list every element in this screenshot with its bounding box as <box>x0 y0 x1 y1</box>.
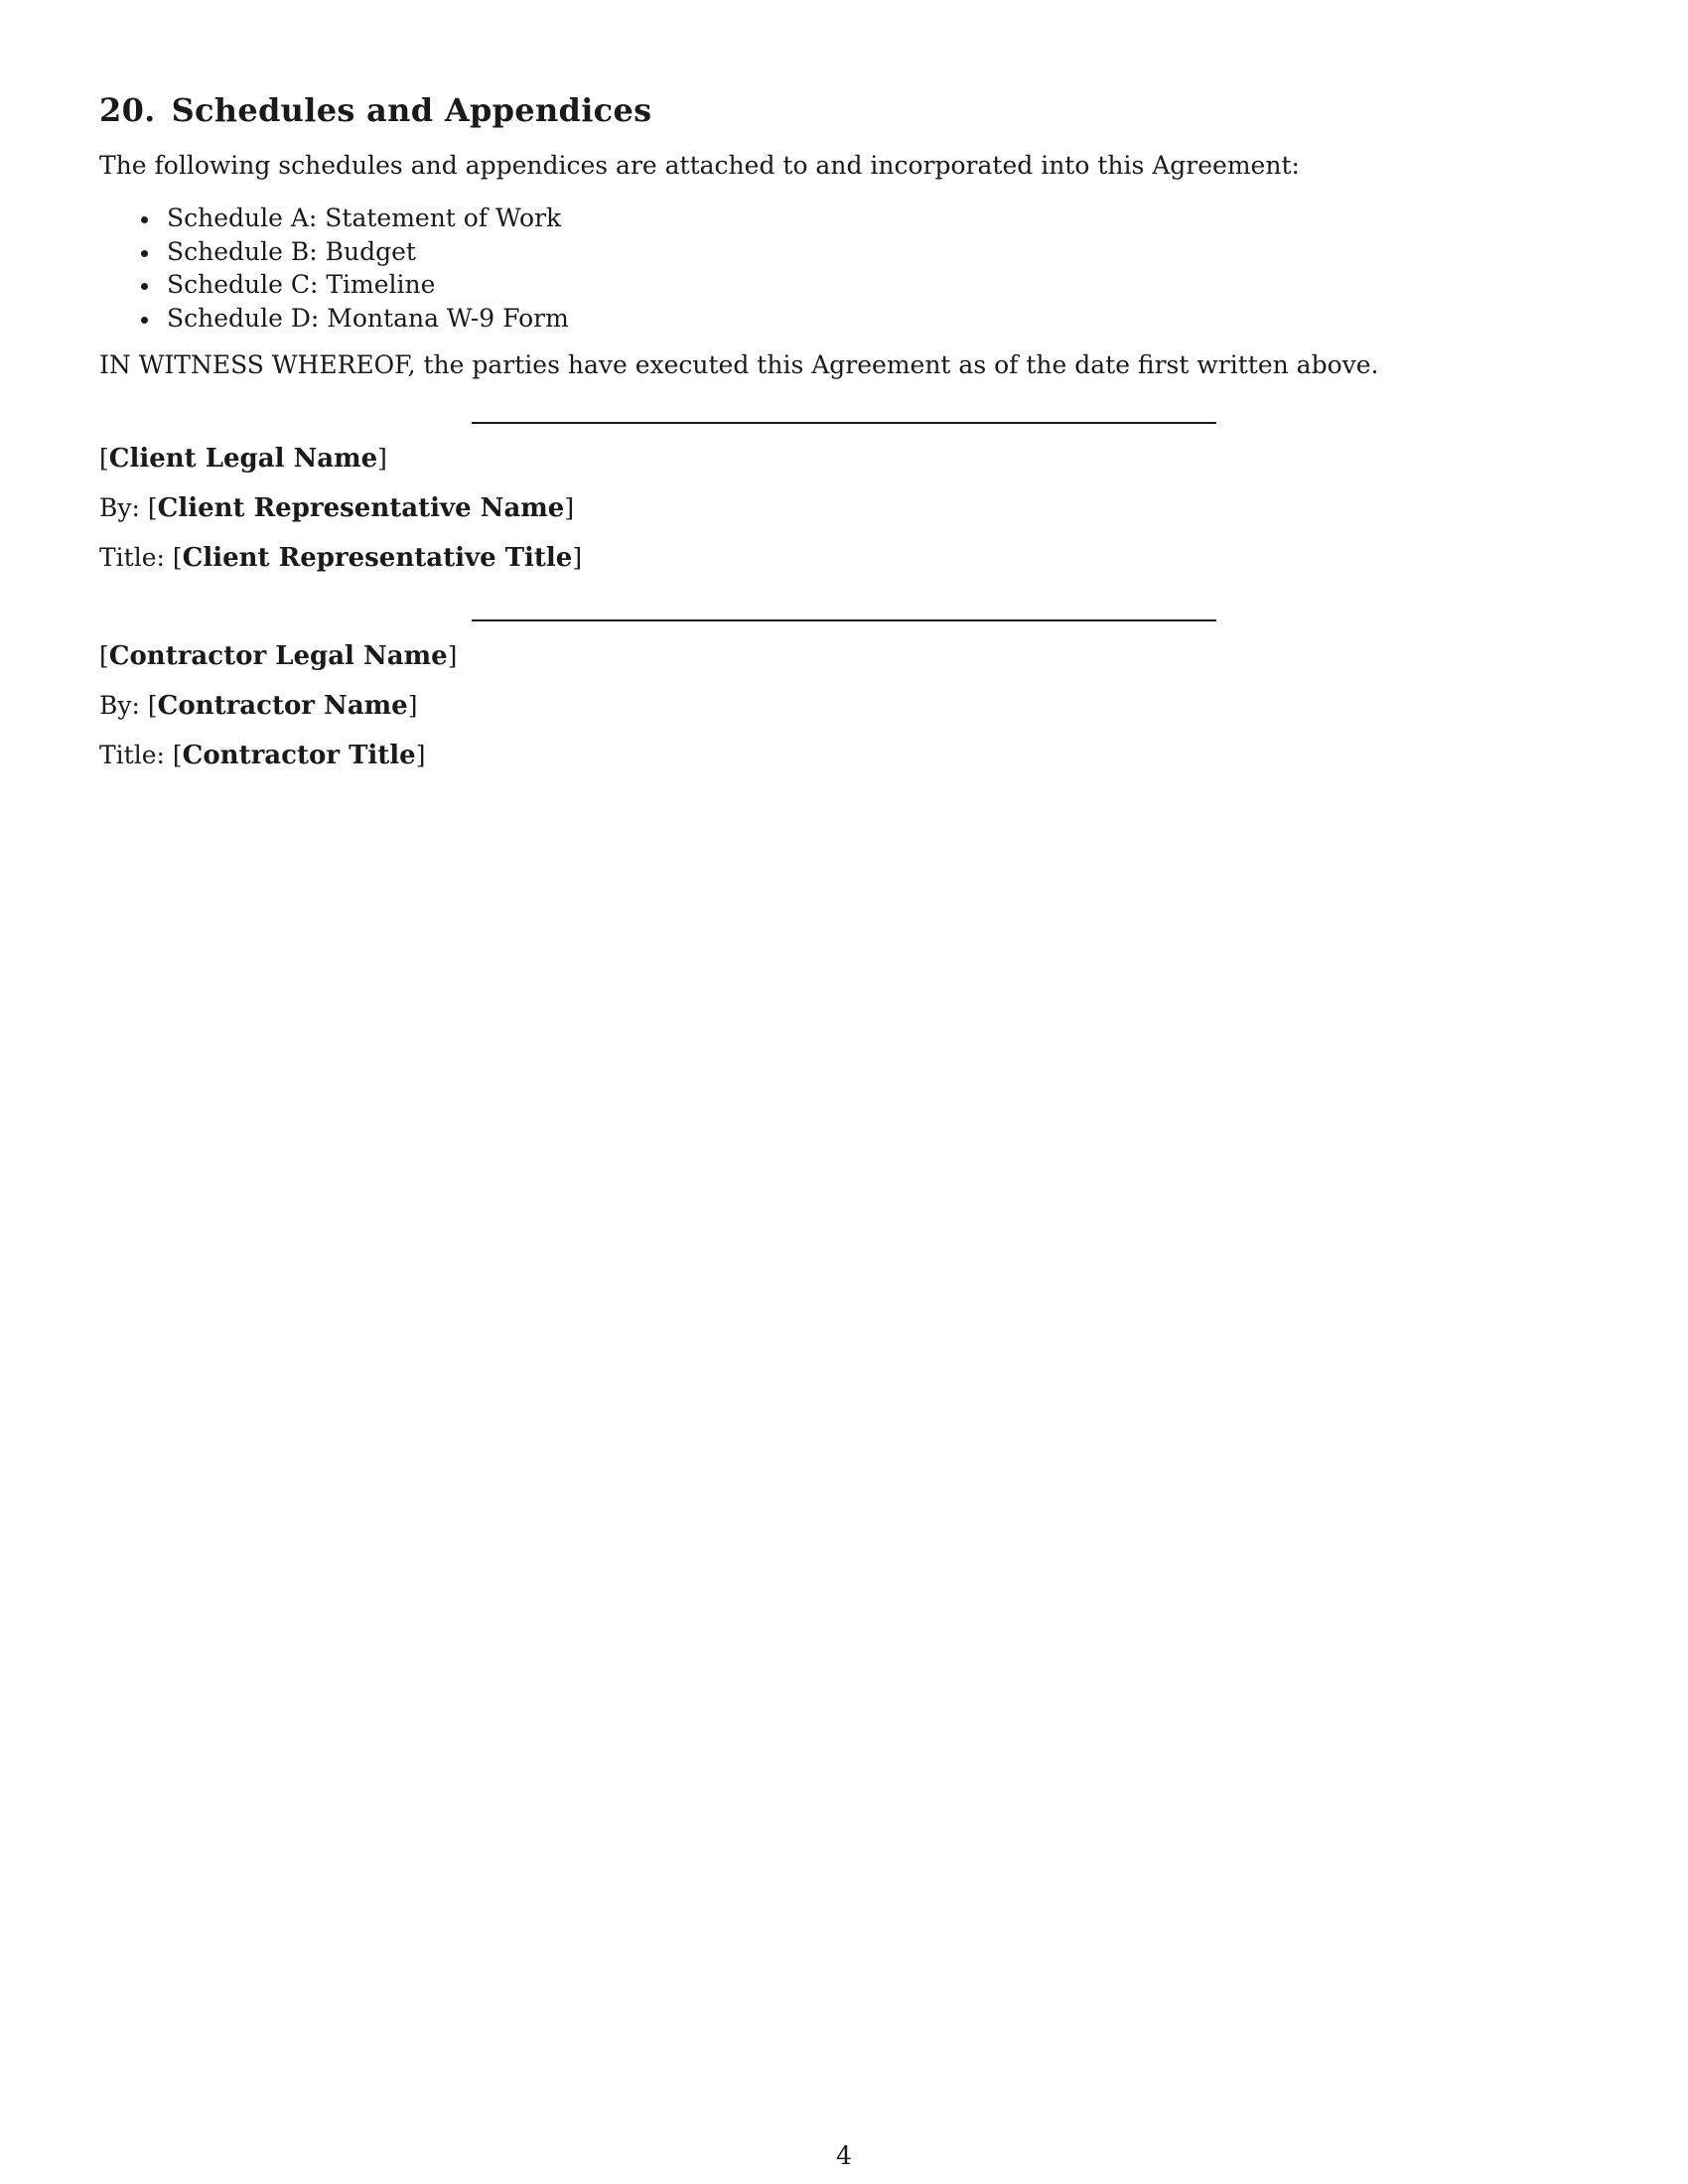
witness-clause: IN WITNESS WHEREOF, the parties have executed this Agreement as of the date first written above. <box>99 350 1379 379</box>
section-heading <box>99 91 651 129</box>
client-rep-name-value: Client Representative Name <box>157 493 565 523</box>
list-item <box>99 268 569 302</box>
bullet-icon <box>141 250 148 257</box>
title-label: Title: <box>99 741 165 769</box>
schedule-list <box>99 202 569 335</box>
client-legal-name-value: Client Legal Name <box>108 444 378 474</box>
contractor-rep-title-value: Contractor Title <box>182 741 416 770</box>
section-intro: The following schedules and appendices are attached to and incorporated into this Agreement: <box>99 151 1300 180</box>
client-title-line: Title: [Client Representative Title] <box>99 543 583 573</box>
contractor-rep-name-value: Contractor Name <box>157 691 408 721</box>
bullet-icon <box>141 317 148 324</box>
title-label: Title: <box>99 543 165 572</box>
list-item <box>99 235 569 269</box>
client-legal-name: [Client Legal Name] <box>99 444 387 474</box>
contractor-signature-line[interactable] <box>472 619 1216 621</box>
schedule-item-a: Schedule A: Statement of Work <box>167 204 562 232</box>
client-rep-title-value: Client Representative Title <box>182 543 573 573</box>
bullet-icon <box>141 216 148 223</box>
client-by-line: By: [Client Representative Name] <box>99 493 575 523</box>
page-number: 4 <box>836 2141 852 2170</box>
list-item <box>99 202 569 235</box>
section-title: Schedules and Appendices <box>171 91 652 129</box>
contractor-legal-name-value: Contractor Legal Name <box>108 641 448 671</box>
schedule-item-c: Schedule C: Timeline <box>167 270 436 299</box>
by-label: By: <box>99 493 140 522</box>
schedule-item-d: Schedule D: Montana W-9 Form <box>167 303 569 333</box>
schedule-item-b: Schedule B: Budget <box>167 236 416 266</box>
section-number: 20. <box>99 91 156 129</box>
contractor-by-line: By: [Contractor Name] <box>99 691 418 721</box>
bullet-icon <box>141 283 148 290</box>
client-signature-line[interactable] <box>472 422 1216 424</box>
by-label: By: <box>99 691 140 720</box>
contractor-legal-name: [Contractor Legal Name] <box>99 641 458 671</box>
list-item <box>99 302 569 336</box>
contractor-title-line: Title: [Contractor Title] <box>99 741 426 770</box>
